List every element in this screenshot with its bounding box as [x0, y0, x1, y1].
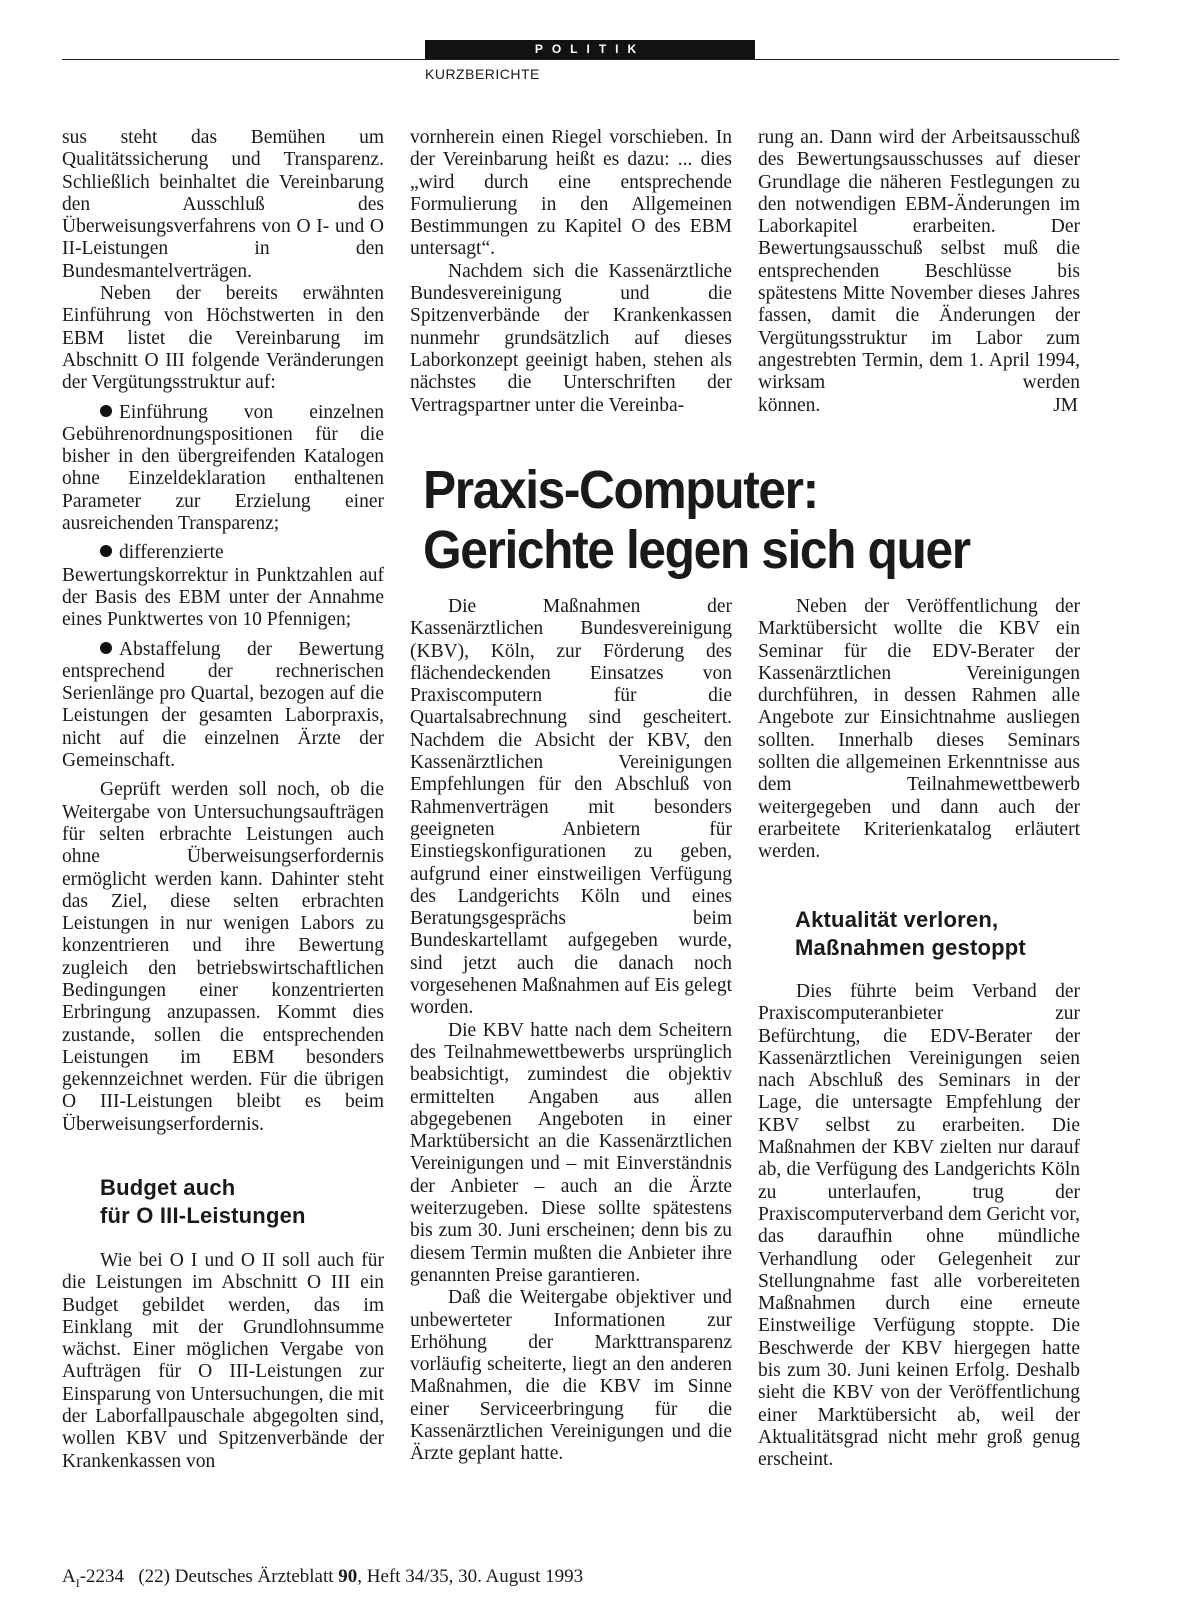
- article2-column-3: [758, 596, 1080, 864]
- subhead-budget: Budget auch für O III-Leistungen: [100, 1175, 306, 1228]
- bullet-icon: [100, 642, 112, 654]
- col1-paragraph-4: Wie bei O I und O II soll auch für die Leistungen im Abschnitt O III ein Budget gebildet werden, das im Einklang mit der Grundlohnsumme wächst. Einer möglichen Vergabe von Aufträgen für O III-Leistungen zur Einsparung von Untersuchungen, die mit der Laborfallpauschale abgegolten sind, wollen KBV und Spitzenverbände der Krankenkassen von: [62, 1250, 384, 1472]
- article2-paragraph-1: Die Maßnahmen der Kassenärztlichen Bundesvereinigung (KBV), Köln, zur Förderung des flächendeckenden Einsatzes von Praxiscomputern für die Quartalsabrechnung sind gescheitert. Nachdem die Absicht der KBV, den Kassenärztlichen Vereinigungen Empfehlungen für den Abschluß von Rahmenverträgen mit besonders geeigneten Anbietern für Einstiegskonfigurationen zu geben, aufgrund einer einstweiligen Verfügung des Landgerichts Köln und eines Beratungsgesprächs beim Bundeskartellamt aufgegeben wurde, sind jetzt auch die danach noch vorgesehenen Maßnahmen auf Eis gelegt worden.: [410, 596, 732, 1019]
- article2-column-2: [410, 596, 732, 1466]
- col1-paragraph-3: Geprüft werden soll noch, ob die Weitergabe von Untersuchungsaufträgen für selten erbrachte Leistungen auch ohne Überweisungserfordernis ermöglicht werden kann. Dahinter steht das Ziel, diese selten erbrachten Leistungen in nur wenigen Labors zu konzentrieren und ihre Bewertung zugleich den betriebswirtschaftlichen Bedingungen einer konzentrierten Erbringung anzupassen. Kommt dies zustande, sollen die entsprechenden Leistungen im EBM besonders gekennzeichnet werden. Für die übrigen O III-Leistungen bleibt es beim Überweisungserfordernis.: [62, 779, 384, 1135]
- page-id: A: [62, 1566, 76, 1587]
- header-rule: [62, 59, 1119, 60]
- section-banner: [425, 40, 755, 59]
- col1-bullet-1: Einführung von einzelnen Gebührenordnungspositionen für die bisher in den übergreifenden Katalogen ohne Einzeldeklaration enthaltenen Parameter zur Erzielung einer ausreichenden Transparenz;: [62, 401, 384, 535]
- column-3-top: [758, 127, 1080, 417]
- journal-name: Deutsches Ärzteblatt: [174, 1566, 334, 1587]
- section-label: POLITIK: [534, 42, 646, 56]
- page-footer: [62, 1566, 583, 1591]
- col3-paragraph-1: rung an. Dann wird der Arbeitsausschuß des Bewertungsausschusses auf dieser Grundlage die näheren Festlegungen zu den notwendigen EBM-Änderungen im Laborkapitel erarbeiten. Der Bewertungsausschuß selbst muß die entsprechenden Beschlüsse bis spätestens Mitte November dieses Jahres fassen, damit die Änderungen der Vergütungsstruktur im Labor zum angestrebten Termin, dem 1. April 1994, wirksam werden: [758, 127, 1080, 394]
- issue-info: , Heft 34/35, 30. August 1993: [357, 1566, 584, 1587]
- col3-paragraph-end: können. JM: [758, 394, 1078, 416]
- article2-column-3-bottom: [758, 981, 1080, 1472]
- column-1-bottom: [62, 1250, 384, 1473]
- volume: 90: [338, 1566, 358, 1587]
- col2-paragraph-2: Nachdem sich die Kassenärztliche Bundesvereinigung und die Spitzenverbände der Krankenkassen nunmehr grundsätzlich auf dieses Laborkonzept geeinigt haben, stehen als nächstes die Unterschriften der Vertragspartner unter die Vereinba-: [410, 260, 732, 416]
- issue-page: (22): [138, 1566, 170, 1587]
- column-1: [62, 127, 384, 1136]
- article2-paragraph-2: Die KBV hatte nach dem Scheitern des Teilnahmewettbewerbs ursprünglich beabsichtigt, zumindest die objektiv ermittelten Angaben aus allen abgegebenen Angeboten in einer Marktübersicht an die Kassenärztlichen Vereinigungen und – mit Einverständnis der Anbieter – auch an die Ärzte weiterzugeben. Diese sollte spätestens bis zum 30. Juni erscheinen; denn bis zu diesem Termin mußten die Anbieter ihre genannten Preise garantieren.: [410, 1019, 732, 1286]
- col1-paragraph-1: sus steht das Bemühen um Qualitätssicherung und Transparenz. Schließlich beinhaltet die Vereinbarung den Ausschluß des Überweisungsverfahrens von O I- und O II-Leistungen in den Bundesmantelverträgen.: [62, 127, 384, 282]
- bullet-icon: [100, 405, 112, 417]
- author-initials: JM: [1053, 394, 1078, 416]
- subsection-label: KURZBERICHTE: [425, 66, 540, 82]
- bullet-icon: [100, 545, 112, 557]
- col1-bullet-2: differenzierte Bewertungskorrektur in Punktzahlen auf der Basis des EBM unter der Annahme eines Punktwertes von 10 Pfennigen;: [62, 542, 384, 631]
- col1-paragraph-2: Neben der bereits erwähnten Einführung von Höchstwerten in den EBM listet die Vereinbarung im Abschnitt O III folgende Veränderungen der Vergütungsstruktur auf:: [62, 283, 384, 394]
- article2-paragraph-3: Daß die Weitergabe objektiver und unbewerteter Informationen zur Erhöhung der Markttransparenz vorläufig scheiterte, liegt an den anderen Maßnahmen, die die KBV im Sinne einer Serviceerbringung für die Kassenärztlichen Vereinigungen und die Ärzte geplant hatte.: [410, 1287, 732, 1465]
- page-number: -2234: [79, 1566, 125, 1587]
- col2-paragraph-1: vornherein einen Riegel vorschieben. In der Vereinbarung heißt es dazu: ... dies „wird durch eine entsprechende Formulierung in den Allgemeinen Bestimmungen zu Kapitel O des EBM untersagt“.: [410, 127, 732, 260]
- subhead-aktualitaet: Aktualität verloren, Maßnahmen gestoppt: [795, 907, 1026, 960]
- col1-bullet-3: Abstaffelung der Bewertung entsprechend der rechnerischen Serienlänge pro Quartal, bezogen auf die Leistungen der gesamten Laborpraxis, nicht auf die einzelnen Ärzte der Gemeinschaft.: [62, 638, 384, 772]
- page-id-sub: I: [75, 1575, 80, 1590]
- article-headline: Praxis-Computer: Gerichte legen sich quer: [423, 460, 970, 580]
- column-2-top: [410, 127, 732, 417]
- article2-paragraph-4: Neben der Veröffentlichung der Marktübersicht wollte die KBV ein Seminar für die EDV-Berater der Kassenärztlichen Vereinigungen durchführen, in dessen Rahmen alle Angebote zur Einsichtnahme ausliegen sollten. Innerhalb dieses Seminars sollten die allgemeinen Erkenntnisse aus dem Teilnahmewettbewerb weitergegeben und dann auch der erarbeitete Kriterienkatalog erläutert werden.: [758, 596, 1080, 863]
- article2-paragraph-5: Dies führte beim Verband der Praxiscomputeranbieter zur Befürchtung, die EDV-Berater der Kassenärztlichen Vereinigungen seien nach Abschluß des Seminars in der Lage, die untersagte Empfehlung der KBV selbst zu erarbeiten. Die Maßnahmen der KBV zielten nur darauf ab, die Verfügung des Landgerichts Köln zu unterlaufen, trug der Praxiscomputerverband dem Gericht vor, das daraufhin ohne mündliche Verhandlung oder Gelegenheit zur Stellungnahme fast alle vorbereiteten Maßnahmen durch eine erneute Einstweilige Verfügung stoppte. Die Beschwerde der KBV hiergegen hatte bis zum 30. Juni keinen Erfolg. Deshalb sieht die KBV von der Veröffentlichung einer Marktübersicht ab, weil der Aktualitätsgrad nicht mehr groß genug erscheint.: [758, 981, 1080, 1471]
